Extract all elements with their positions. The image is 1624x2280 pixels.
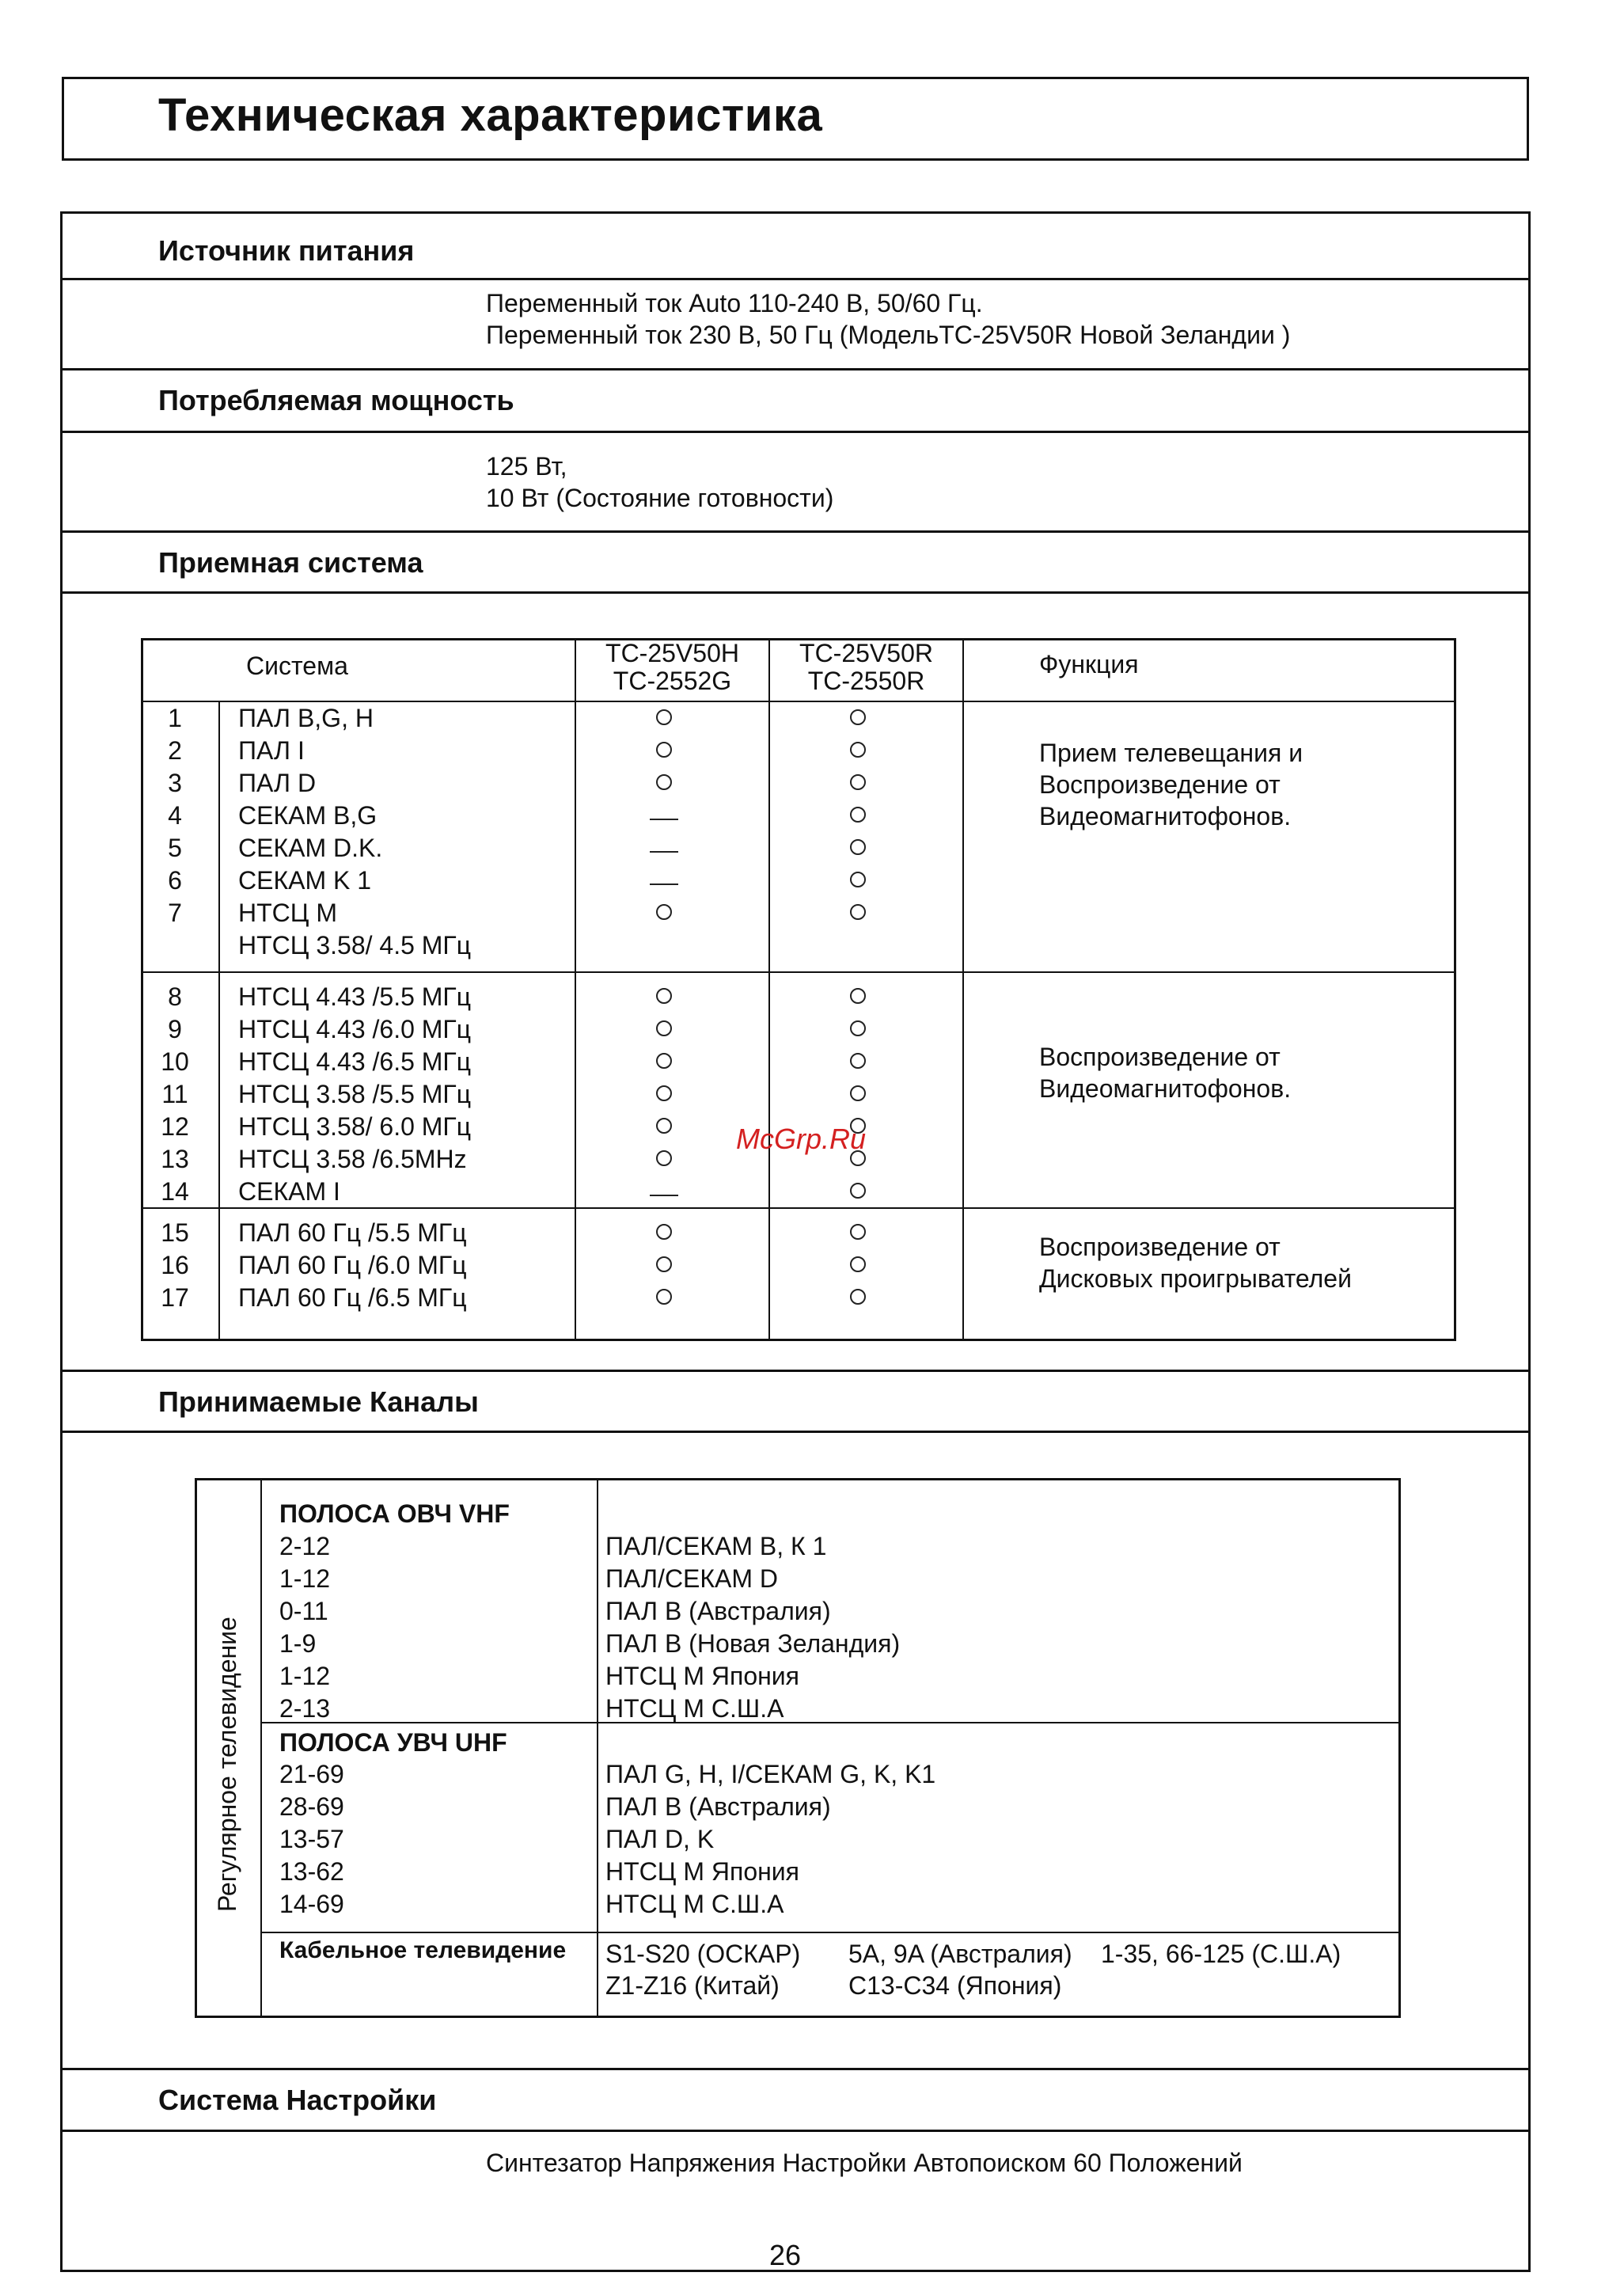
supported-mark-icon: [834, 1081, 882, 1114]
divider: [60, 591, 1531, 594]
system-name: СЕКАМ I: [238, 1177, 340, 1206]
uhf-channel-range: 28-69: [279, 1792, 344, 1821]
uhf-channel-system: НТСЦ М С.Ш.А: [605, 1890, 784, 1918]
cable-tv-label: Кабельное телевидение: [279, 1937, 567, 1963]
reception-system-table: [141, 638, 1456, 1341]
channels-table: [195, 1478, 1401, 2018]
system-number: 16: [161, 1251, 189, 1279]
cable-line-1-a: S1-S20 (ОСКАР): [605, 1940, 801, 1968]
supported-mark-icon: [640, 900, 688, 933]
cable-line-2-a: Z1-Z16 (Китай): [605, 1971, 780, 2000]
power-consumption-line-1: 125 Вт,: [486, 452, 567, 481]
function-group-2-line-2: Видеомагнитофонов.: [1039, 1074, 1292, 1103]
supported-mark-icon: [640, 705, 688, 738]
system-name: СЕКАМ B,G: [238, 801, 378, 830]
not-supported-mark-icon: [640, 835, 688, 868]
tuning-heading: Система Настройки: [158, 2084, 437, 2116]
system-number: 8: [168, 982, 182, 1011]
system-number: 1: [168, 704, 182, 732]
system-name: СЕКАМ K 1: [238, 866, 372, 895]
uhf-channel-range: 21-69: [279, 1760, 344, 1788]
vhf-channel-range: 1-9: [279, 1629, 317, 1658]
col-model-b-header-1: TC-25V50R: [799, 639, 933, 667]
vhf-channel-range: 1-12: [279, 1564, 331, 1593]
supported-mark-icon: [834, 803, 882, 835]
uhf-channel-range: 14-69: [279, 1890, 344, 1918]
function-group-1-line-1: Прием телевещания и: [1039, 739, 1303, 767]
supported-mark-icon: [640, 1252, 688, 1285]
system-number: 4: [168, 801, 182, 830]
tuning-text: Синтезатор Напряжения Настройки Автопоиском 60 Положений: [486, 2149, 1243, 2177]
vhf-channel-system: ПАЛ/СЕКАМ В, К 1: [605, 1532, 827, 1560]
page-title: Техническая характеристика: [158, 89, 823, 141]
vhf-channel-system: НТСЦ М С.Ш.А: [605, 1694, 784, 1723]
uhf-channel-range: 13-62: [279, 1857, 344, 1886]
supported-mark-icon: [640, 1081, 688, 1114]
divider: [60, 368, 1531, 370]
cable-line-1-b: 5A, 9A (Австралия): [848, 1940, 1072, 1968]
power-source-line-1: Переменный ток Auto 110-240 В, 50/60 Гц.: [486, 289, 983, 317]
supported-mark-icon: [834, 900, 882, 933]
vhf-channel-system: ПАЛ/СЕКАМ D: [605, 1564, 779, 1593]
not-supported-mark-icon: [640, 803, 688, 835]
supported-mark-icon: [834, 1285, 882, 1317]
supported-mark-icon: [640, 1146, 688, 1179]
vhf-title: ПОЛОСА ОВЧ VHF: [279, 1499, 510, 1528]
divider: [60, 1370, 1531, 1372]
supported-mark-icon: [640, 1220, 688, 1252]
supported-mark-icon: [640, 1016, 688, 1049]
supported-mark-icon: [834, 738, 882, 770]
uhf-channel-system: НТСЦ М Япония: [605, 1857, 799, 1886]
vhf-channel-system: ПАЛ В (Новая Зеландия): [605, 1629, 901, 1658]
col-model-b-header-2: TC-2550R: [807, 667, 925, 695]
function-group-1-line-3: Видеомагнитофонов.: [1039, 802, 1292, 830]
system-name: ПАЛ D: [238, 769, 317, 797]
system-name: НТСЦ 3.58 /5.5 МГц: [238, 1080, 472, 1108]
supported-mark-icon: [834, 770, 882, 803]
system-name: ПАЛ 60 Гц /6.5 МГц: [238, 1283, 467, 1312]
supported-mark-icon: [640, 1114, 688, 1146]
page-number: 26: [769, 2239, 802, 2271]
system-number: 10: [161, 1047, 189, 1076]
vhf-channel-system: ПАЛ В (Австралия): [605, 1597, 831, 1625]
system-number: 6: [168, 866, 182, 895]
divider: [60, 431, 1531, 433]
system-number: 9: [168, 1015, 182, 1043]
regular-tv-label: Регулярное телевидение: [213, 1617, 241, 1912]
system-number: 12: [161, 1112, 189, 1141]
supported-mark-icon: [834, 835, 882, 868]
power-consumption-line-2: 10 Вт (Состояние готовности): [486, 484, 834, 512]
col-model-a-header-2: TC-2552G: [613, 667, 732, 695]
col-system-header: Система: [246, 652, 348, 680]
supported-mark-icon: [640, 738, 688, 770]
cable-line-1-c: 1-35, 66-125 (С.Ш.А): [1101, 1940, 1341, 1968]
system-number: 7: [168, 899, 182, 927]
supported-mark-icon: [640, 770, 688, 803]
not-supported-mark-icon: [640, 1179, 688, 1211]
supported-mark-icon: [834, 1049, 882, 1081]
system-number: 2: [168, 736, 182, 765]
channels-heading: Принимаемые Каналы: [158, 1385, 479, 1418]
system-number: 14: [161, 1177, 189, 1206]
power-consumption-heading: Потребляемая мощность: [158, 384, 514, 416]
system-name: ПАЛ 60 Гц /6.0 МГц: [238, 1251, 467, 1279]
divider: [60, 1431, 1531, 1433]
function-group-3-line-1: Воспроизведение от: [1039, 1233, 1281, 1261]
supported-mark-icon: [834, 1220, 882, 1252]
not-supported-mark-icon: [640, 868, 688, 900]
reception-system-heading: Приемная система: [158, 546, 423, 579]
divider: [60, 2068, 1531, 2070]
col-function-header: Функция: [1039, 650, 1139, 678]
system-name: ПАЛ 60 Гц /5.5 МГц: [238, 1218, 467, 1247]
supported-mark-icon: [834, 984, 882, 1016]
uhf-channel-range: 13-57: [279, 1825, 344, 1853]
col-model-a-header-1: TC-25V50H: [605, 639, 739, 667]
power-source-line-2: Переменный ток 230 В, 50 Гц (МодельTC-25V50R Новой Зеландии ): [486, 321, 1291, 349]
vhf-channel-range: 0-11: [279, 1597, 328, 1625]
system-number: 5: [168, 834, 182, 862]
supported-mark-icon: [834, 1179, 882, 1211]
system-name: НТСЦ 3.58/ 4.5 МГц: [238, 931, 472, 960]
divider: [60, 530, 1531, 533]
system-number: 15: [161, 1218, 189, 1247]
supported-mark-icon: [640, 984, 688, 1016]
uhf-channel-system: ПАЛ G, H, I/СЕКАМ G, K, K1: [605, 1760, 936, 1788]
system-name: НТСЦ 4.43 /5.5 МГц: [238, 982, 472, 1011]
uhf-title: ПОЛОСА УВЧ UHF: [279, 1728, 507, 1757]
supported-mark-icon: [640, 1049, 688, 1081]
supported-mark-icon: [834, 1252, 882, 1285]
system-number: 11: [161, 1080, 188, 1108]
system-name: НТСЦ 3.58 /6.5MHz: [238, 1145, 467, 1173]
system-name: ПАЛ I: [238, 736, 305, 765]
vhf-channel-range: 2-12: [279, 1532, 331, 1560]
system-name: НТСЦ 4.43 /6.0 МГц: [238, 1015, 472, 1043]
watermark: McGrp.Ru: [736, 1123, 867, 1155]
cable-line-2-b: C13-C34 (Япония): [848, 1971, 1062, 2000]
system-name: НТСЦ 4.43 /6.5 МГц: [238, 1047, 472, 1076]
vhf-channel-system: НТСЦ М Япония: [605, 1662, 799, 1690]
supported-mark-icon: [834, 868, 882, 900]
function-group-1-line-2: Воспроизведение от: [1039, 770, 1281, 799]
divider: [60, 2130, 1531, 2132]
vhf-channel-range: 2-13: [279, 1694, 331, 1723]
uhf-channel-system: ПАЛ D, K: [605, 1825, 715, 1853]
function-group-2-line-1: Воспроизведение от: [1039, 1043, 1281, 1071]
system-name: НТСЦ 3.58/ 6.0 МГц: [238, 1112, 472, 1141]
supported-mark-icon: [640, 1285, 688, 1317]
system-name: СЕКАМ D.K.: [238, 834, 383, 862]
system-number: 17: [161, 1283, 189, 1312]
system-number: 3: [168, 769, 182, 797]
power-source-heading: Источник питания: [158, 234, 415, 267]
vhf-channel-range: 1-12: [279, 1662, 331, 1690]
system-name: ПАЛ B,G, H: [238, 704, 374, 732]
divider: [60, 278, 1531, 280]
supported-mark-icon: [834, 1016, 882, 1049]
supported-mark-icon: [834, 705, 882, 738]
uhf-channel-system: ПАЛ В (Австралия): [605, 1792, 831, 1821]
function-group-3-line-2: Дисковых проигрывателей: [1039, 1264, 1352, 1293]
system-number: 13: [161, 1145, 189, 1173]
system-name: НТСЦ М: [238, 899, 337, 927]
